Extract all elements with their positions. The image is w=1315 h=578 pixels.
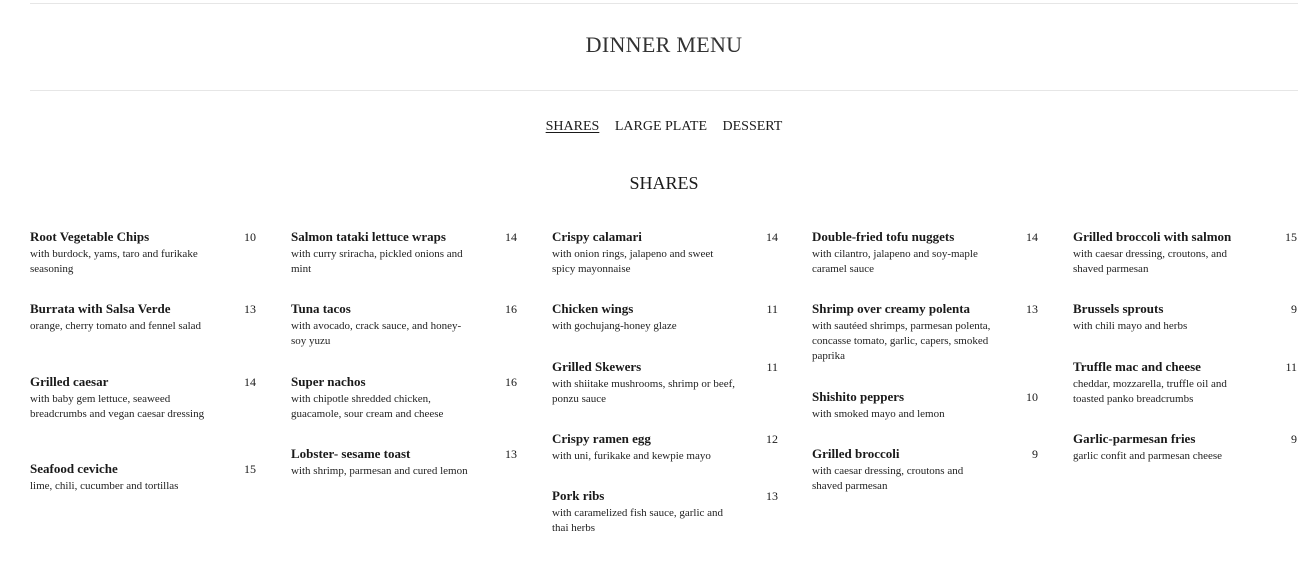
item-description: with sautéed shrimps, parmesan polenta, concasse tomato, garlic, capers, smoked paprika (812, 320, 991, 362)
item-price: 14 (505, 230, 517, 244)
menu-item (30, 301, 256, 334)
item-description: cheddar, mozzarella, truffle oil and toasted panko breadcrumbs (1073, 378, 1227, 405)
item-price: 12 (766, 432, 778, 446)
item-price: 14 (766, 230, 778, 244)
item-name: Grilled caesar (30, 374, 109, 389)
item-price: 11 (766, 360, 778, 374)
item-description: with uni, furikake and kewpie mayo (552, 450, 711, 462)
menu-item (812, 389, 1038, 422)
menu-item (1073, 431, 1297, 464)
item-description: with shrimp, parmesan and cured lemon (291, 465, 468, 477)
item-name: Burrata with Salsa Verde (30, 301, 171, 316)
item-description: with chipotle shredded chicken, guacamole, sour cream and cheese (291, 393, 444, 420)
item-description: with burdock, yams, taro and furikake seasoning (30, 248, 198, 275)
item-name: Crispy ramen egg (552, 431, 651, 446)
item-description: with caesar dressing, croutons, and shaved parmesan (1073, 248, 1227, 275)
item-price: 13 (1026, 302, 1038, 316)
item-name: Pork ribs (552, 488, 605, 503)
item-name: Brussels sprouts (1073, 301, 1164, 316)
item-price: 16 (505, 302, 517, 316)
item-price: 15 (1285, 230, 1297, 244)
page-title: DINNER MENU (585, 32, 743, 57)
item-description: with smoked mayo and lemon (812, 408, 945, 420)
menu-item (30, 229, 256, 277)
item-price: 14 (1026, 230, 1038, 244)
item-description: with avocado, crack sauce, and honey-soy yuzu (291, 320, 462, 347)
menu-item (552, 301, 778, 334)
menu-item (552, 431, 778, 464)
tab-large-plate[interactable]: LARGE PLATE (614, 119, 707, 134)
menu-item (291, 374, 517, 422)
item-name: Super nachos (291, 374, 366, 389)
item-name: Crispy calamari (552, 229, 642, 244)
item-description: with cilantro, jalapeno and soy-maple caramel sauce (812, 248, 978, 275)
item-description: with onion rings, jalapeno and sweet spicy mayonnaise (552, 248, 714, 275)
menu-item (812, 446, 1038, 494)
item-name: Tuna tacos (291, 301, 351, 316)
item-price: 11 (1285, 360, 1297, 374)
item-name: Salmon tataki lettuce wraps (291, 229, 446, 244)
item-name: Garlic-parmesan fries (1073, 431, 1196, 446)
item-price: 11 (766, 302, 778, 316)
item-description: with shiitake mushrooms, shrimp or beef, ponzu sauce (552, 378, 736, 405)
header-divider (30, 90, 1298, 91)
menu-item (291, 229, 517, 277)
item-price: 13 (505, 447, 517, 461)
item-price: 9 (1032, 447, 1038, 461)
item-name: Truffle mac and cheese (1073, 359, 1201, 374)
menu-item (30, 461, 256, 494)
item-name: Lobster- sesame toast (291, 446, 411, 461)
menu-item (552, 488, 778, 536)
menu-item (812, 301, 1038, 364)
menu-item (1073, 229, 1297, 277)
menu-item (552, 359, 778, 407)
top-divider (30, 3, 1298, 4)
item-name: Grilled broccoli (812, 446, 900, 461)
item-name: Root Vegetable Chips (30, 229, 150, 244)
menu-item (291, 446, 517, 479)
item-price: 13 (766, 489, 778, 503)
item-description: with caesar dressing, croutons and shaved parmesan (812, 465, 964, 492)
item-description: with baby gem lettuce, seaweed breadcrumbs and vegan caesar dressing (30, 393, 205, 420)
item-description: with chili mayo and herbs (1073, 320, 1188, 332)
item-description: garlic confit and parmesan cheese (1073, 450, 1223, 462)
item-name: Chicken wings (552, 301, 634, 316)
item-price: 15 (244, 462, 256, 476)
item-name: Grilled Skewers (552, 359, 642, 374)
menu-item (1073, 301, 1297, 334)
item-price: 16 (505, 375, 517, 389)
item-description: lime, chili, cucumber and tortillas (30, 480, 179, 492)
menu-tabs (0, 119, 1315, 135)
section-title: SHARES (629, 173, 699, 193)
menu-item (291, 301, 517, 349)
item-price: 9 (1291, 302, 1297, 316)
menu-item (1073, 359, 1297, 407)
item-price: 10 (244, 230, 256, 244)
item-price: 9 (1291, 432, 1297, 446)
item-description: with caramelized fish sauce, garlic and thai herbs (552, 507, 724, 534)
item-price: 10 (1026, 390, 1038, 404)
item-description: with curry sriracha, pickled onions and mint (291, 248, 463, 275)
menu-item (30, 374, 256, 422)
tab-dessert[interactable]: DESSERT (722, 119, 783, 134)
item-name: Double-fried tofu nuggets (812, 229, 955, 244)
item-description: orange, cherry tomato and fennel salad (30, 320, 202, 332)
menu-item (552, 229, 778, 277)
menu-item (812, 229, 1038, 277)
item-name: Shishito peppers (812, 389, 905, 404)
item-price: 13 (244, 302, 256, 316)
item-name: Seafood ceviche (30, 461, 118, 476)
item-name: Grilled broccoli with salmon (1073, 229, 1232, 244)
item-description: with gochujang-honey glaze (552, 320, 677, 332)
item-name: Shrimp over creamy polenta (812, 301, 971, 316)
tab-shares[interactable]: SHARES (545, 119, 600, 134)
item-price: 14 (244, 375, 256, 389)
